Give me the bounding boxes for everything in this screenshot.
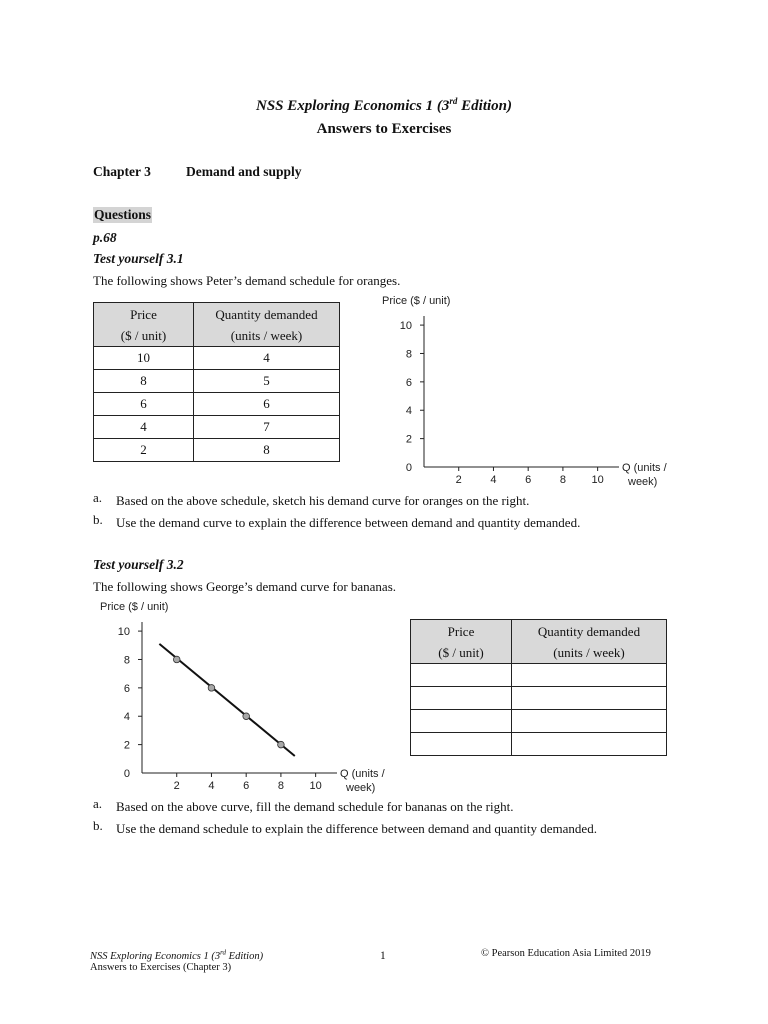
table-row [94, 416, 340, 439]
y-tick-label: 4 [123, 711, 130, 724]
table-row [411, 664, 667, 687]
col-qty-unit: (units / week) [230, 327, 303, 343]
y-tick-label: 0 [405, 462, 412, 474]
x-tick-label: 8 [559, 474, 566, 486]
footer-copyright: © Pearson Education Asia Limited 2019 [481, 948, 651, 959]
list-marker: b. [93, 512, 103, 527]
footer-book-title [90, 948, 263, 962]
list-item-text: Use the demand schedule to explain the difference between demand and quantity demanded. [116, 821, 597, 836]
table-cell: 8 [94, 370, 194, 393]
exercise2-list [93, 796, 693, 862]
col-qty-label: Quantity demanded [215, 306, 318, 322]
table-row [94, 393, 340, 416]
x-axis-label: Q (units / [340, 768, 385, 780]
x-tick-label: 4 [490, 474, 497, 486]
list-marker: b. [93, 818, 103, 833]
footer-subtitle: Answers to Exercises (Chapter 3) [90, 962, 232, 973]
table-row [411, 687, 667, 710]
x-tick-label: 8 [277, 780, 284, 792]
x-axis-label: Q (units / [622, 462, 667, 474]
table-cell: 4 [194, 347, 340, 370]
y-tick-label: 2 [123, 739, 130, 752]
table-header-row [94, 303, 340, 347]
list-marker: a. [93, 490, 103, 505]
questions-heading: Questions [94, 207, 152, 222]
list-item-text: Use the demand curve to explain the difference between demand and quantity demanded. [116, 515, 581, 530]
document-title [0, 96, 768, 115]
table-cell: 4 [94, 416, 194, 439]
x-axis-label: week) [346, 782, 376, 794]
list-marker: a. [93, 796, 103, 811]
y-axis-label: Price ($ / unit) [382, 295, 451, 307]
table-cell [411, 733, 512, 756]
table-cell [411, 710, 512, 733]
table-row [94, 439, 340, 462]
demand-curve-point [208, 685, 215, 692]
col-price-label: Price [130, 306, 157, 322]
table-cell [411, 687, 512, 710]
exercise1-table [93, 302, 340, 462]
table-row [94, 370, 340, 393]
table-row [94, 347, 340, 370]
document-subtitle: Answers to Exercises [316, 121, 452, 137]
y-tick-label: 10 [399, 320, 412, 333]
x-tick-label: 2 [173, 780, 180, 792]
demand-curve-point [278, 741, 285, 748]
table-header-row [411, 620, 667, 664]
table-header-cell [94, 303, 194, 347]
exercise2-table [410, 619, 667, 756]
exercise1-intro: The following shows Peter’s demand schedule for oranges. [93, 273, 401, 288]
col-price-unit: ($ / unit) [438, 644, 484, 660]
chapter-number: Chapter 3 [93, 164, 151, 179]
table-cell [512, 710, 667, 733]
exercise1-list [93, 490, 693, 534]
y-tick-label: 0 [123, 768, 130, 780]
y-tick-label: 6 [405, 376, 412, 389]
list-item-text: Based on the above schedule, sketch his demand curve for oranges on the right. [116, 493, 530, 508]
exercise1-heading: Test yourself 3.1 [93, 251, 184, 266]
y-tick-label: 2 [405, 433, 412, 446]
table-cell [512, 687, 667, 710]
table-cell: 2 [94, 439, 194, 462]
y-tick-label: 8 [405, 348, 412, 361]
col-qty-label: Quantity demanded [537, 623, 641, 639]
table-cell: 6 [194, 393, 340, 416]
table-cell: 7 [194, 416, 340, 439]
col-price-unit: ($ / unit) [120, 327, 167, 343]
footer-title-sup: rd [220, 948, 227, 956]
title-end: Edition) [457, 98, 512, 114]
page-reference: p.68 [93, 230, 117, 245]
table-cell [512, 664, 667, 687]
x-axis-label: week) [628, 476, 658, 488]
table-cell [411, 664, 512, 687]
table-cell: 5 [194, 370, 340, 393]
table-cell: 6 [94, 393, 194, 416]
table-cell: 8 [194, 439, 340, 462]
y-axis-label: Price ($ / unit) [100, 601, 169, 613]
exercise2-intro: The following shows George’s demand curve for bananas. [93, 579, 397, 594]
exercise2-chart [88, 596, 408, 796]
x-tick-label: 10 [309, 780, 322, 792]
demand-curve-point [173, 656, 180, 663]
table-header-cell [411, 620, 512, 664]
y-tick-label: 10 [117, 626, 130, 639]
col-qty-unit: (units / week) [553, 644, 625, 660]
page-number: 1 [380, 950, 386, 962]
x-tick-label: 6 [525, 474, 532, 486]
x-tick-label: 4 [208, 780, 215, 792]
exercise2-heading: Test yourself 3.2 [93, 557, 184, 572]
demand-curve-point [243, 713, 250, 720]
table-cell: 10 [94, 347, 194, 370]
footer-title-main: NSS Exploring Economics 1 (3 [90, 950, 221, 962]
table-row [411, 710, 667, 733]
footer-title-end: Edition) [226, 950, 264, 962]
table-header-cell [194, 303, 340, 347]
y-tick-label: 4 [405, 405, 412, 418]
chapter-name: Demand and supply [186, 164, 302, 179]
x-tick-label: 2 [455, 474, 462, 486]
table-row [411, 733, 667, 756]
list-item-text: Based on the above curve, fill the demand schedule for bananas on the right. [116, 799, 514, 814]
exercise1-chart [370, 290, 690, 490]
x-tick-label: 6 [243, 780, 250, 792]
title-main: NSS Exploring Economics 1 (3 [256, 98, 450, 114]
table-header-cell [512, 620, 667, 664]
col-price-label: Price [447, 623, 475, 639]
title-sup: rd [449, 96, 458, 106]
y-tick-label: 8 [123, 654, 130, 667]
x-tick-label: 10 [591, 474, 604, 486]
table-cell [512, 733, 667, 756]
y-tick-label: 6 [123, 682, 130, 695]
